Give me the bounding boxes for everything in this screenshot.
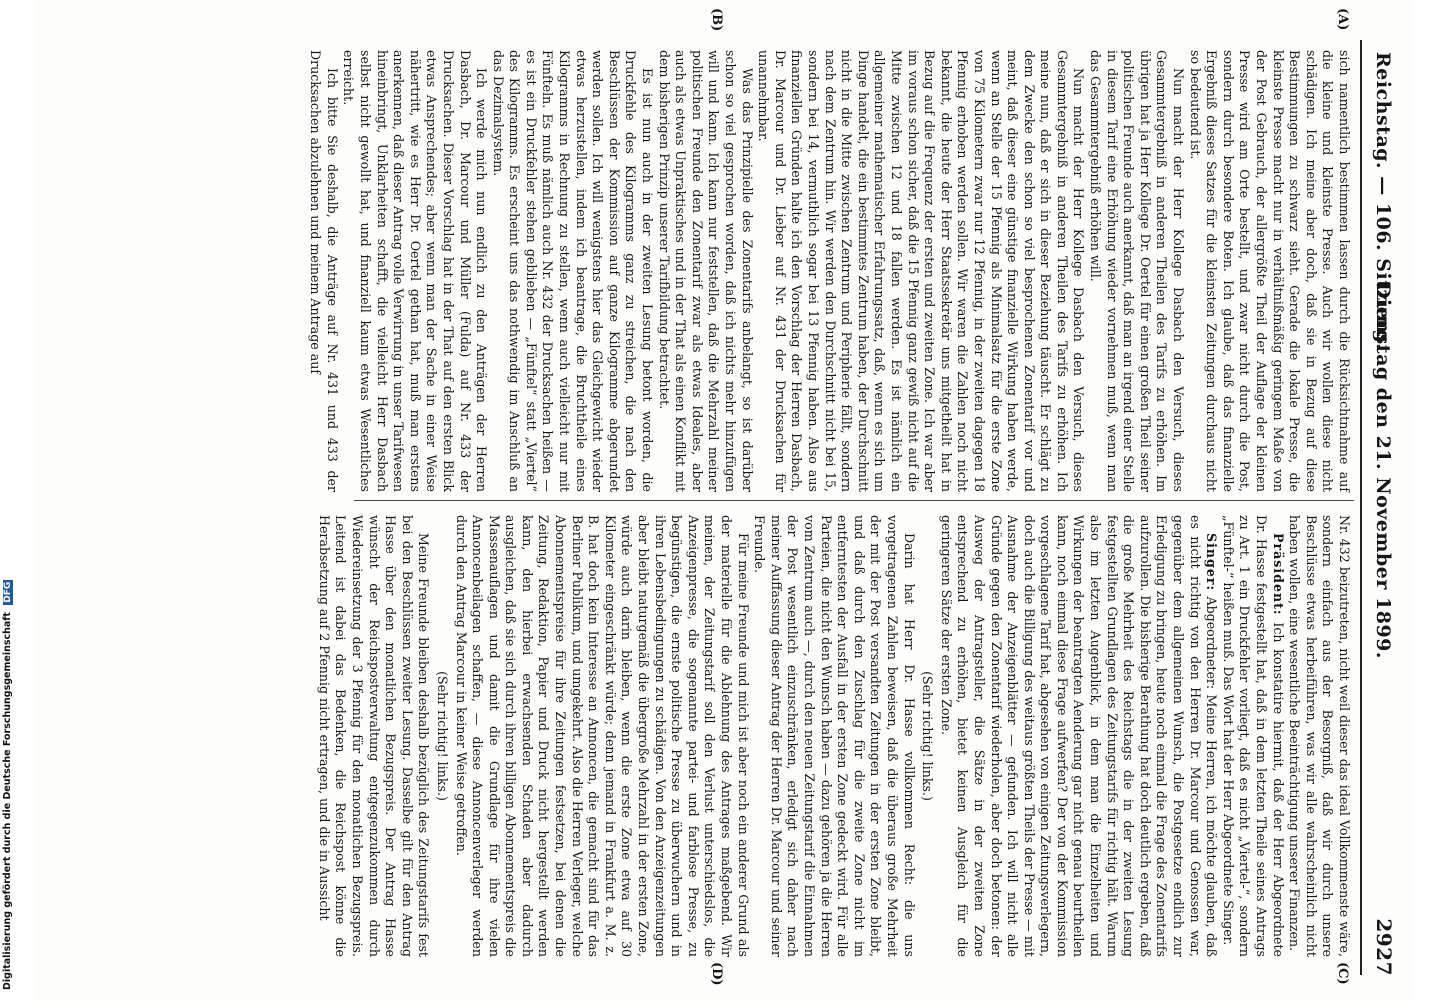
- paragraph: Ich werde mich nun endlich zu den Anträgen der Herren Dasbach, Dr. Marcour und Müller (Fulda) auf Nr. 433 der Drucksachen. Dieser Vorschlag hat in der That auf den ersten Blick etwas Ansprechendes; aber wenn man der Sache in einer Weise nähertritt, wie es Herr Dr. Oertel gethan hat, muß man erstens anerkennen, daß dieser Antrag volle Verwirrung in unser Tarifwesen hineinbringt, Unklarheiten schafft, die vielleicht Herr Dasbach selbst nicht gewollt hat, und finanziell kaum etwas Wesentliches erreicht.: [341, 50, 490, 492]
- paragraph: Nun macht der Herr Kollege Dasbach den Versuch, dieses Gesammtergebniß in anderen Theilen des Tarifs zu erhöhen. Im übrigen hat ja Herr Kollege Dr. Oertel für einen großen Theil seiner politischen Freunde auch anerkannt, daß man an irgend einer Stelle in diesem Tarif eine Erhöhung wieder vornehmen muß, wenn man das Gesammtergebniß erhöhen will.: [1088, 50, 1187, 492]
- paragraph: Nun macht der Herr Kollege Dasbach den Versuch, dieses Gesammtergebniß in anderen Theilen des Tarifs zu erhöhen. Ich meine nun, daß er sich in dieser Beziehung täuscht. Er schlägt zu dem Zwecke den schon so viel besprochenen Zonentarif vor und meint, daß dieser eine günstige finanzielle Wirkung haben werde, wenn an Stelle der 15 Pfennig als Minimalsatz für die erste Zone von 75 Kilometern zwar nur 12 Pfennig, in der zweiten dagegen 18 Pfennig erhoben werden sollen. Wir waren die Zahlen noch nicht bekannt, die heute der Herr Staatssekretär uns mitgetheilt hat in Bezug auf die Frequenz der ersten und zweiten Zone. Ich war aber im voraus schon sicher, daß die 15 Pfennig ganz gewiß nicht auf die Mitte zwischen 12 und 18 fallen werden. Es ist nämlich ein allgemeiner mathematischer Erfahrungssatz, daß, wenn es sich um Dinge handelt, die ein bestimmtes Zentrum haben, der Durchschnitt nicht in die Mitte zwischen Zentrum und Peripherie fällt, sondern nach dem Zentrum hin. Wir werden den Durchschnitt nicht bei 15, sondern bei 14, vermuthlich sogar bei 13 Pfennig haben. Also aus finanziellen Gründen halte ich den Vorschlag der Herren Dasbach, Dr. Marcour und Dr. Lieber auf Nr. 431 der Drucksachen für unannehmbar.: [756, 50, 1087, 492]
- speech-text: Abgeordneter: Meine Herren, ich möchte glauben, daß es nicht richtig von den Herren Dr. Marcour und Genossen war, gegenüber dem allgemeinen Wunsch, die Postgesetze endlich zur Erledigung zu bringen, heute noch einmal die Frage des Zonentarifs aufzurollen. Die bisherige Berathung hat doch deutlich ergeben, daß die große Mehrheit des Reichstags die in der zweiten Lesung festgestellten Grundlagen des Zeitungstarifs für richtig hält. Warum also im letzten Augenblick, in dem man die Einzelheiten und Wirkungen der beantragten Aenderung gar nicht genau beurtheilen kann, noch einmal diese Frage aufwerfen? Der von der Kommission vorgeschlagene Tarif hat, abgesehen von einigen Zeitungsverlegern, doch auch die Billigung des weitaus größten Theils der Presse — mit Ausnahme der Anzeigenblätter — gefunden. Ich will nicht alle Gründe gegen den Zonentarif wiederholen, aber doch betonen: der Ausweg der Antragsteller, die Sätze in der zweiten Zone entsprechend zu erhöhen, bietet keinen Ausgleich für die geringeren Sätze der ersten Zone.: [938, 515, 1220, 957]
- header-rule: [1360, 40, 1362, 975]
- singer-paragraph: [937, 515, 1219, 957]
- paragraph: sich namentlich bestimmen lassen durch die Rücksichtnahme auf die kleine und kleinste Presse. Auch wir wollen diese nicht schädigen. Ich meine aber doch, daß sie in Bezug auf diese Bestimmungen zu schwarz sieht. Gerade die lokale Presse, die kleinste Presse macht nur in verhältnißmäßig geringem Maße von der Post Gebrauch, der allergrößte Theil der Auflage der kleinen Presse wird am Orte bestellt, und zwar nicht durch die Post, sondern durch besondere Boten. Ich glaube, daß das finanzielle Ergebniß dieses Satzes für die kleinsten Zeitungen durchaus nicht so bedeutend ist.: [1187, 50, 1352, 492]
- left-column: [307, 50, 1352, 492]
- paragraph: Ich bitte Sie deshalb, die Anträge auf Nr. 431 und 433 der Drucksachen abzulehnen und meinem Antrage auf: [308, 50, 340, 492]
- margin-mark-d: (D): [709, 962, 724, 986]
- interjection: (Sehr richtig! links.): [920, 671, 936, 801]
- margin-mark-b: (B): [709, 8, 724, 32]
- page-number: 2927: [1372, 918, 1396, 976]
- paragraph: Darin hat Herr Dr. Hasse vollkommen Recht: die uns vorgetragenen Zahlen beweisen, daß die überaus große Mehrheit der mit der Post versandten Zeitungen in der ersten Zone bleibt, und daß durch den Zuschlag für die zweite Zone nicht im entferntesten der Ausfall in der ersten Zone gedeckt wird. Für alle Parteien, die nicht den Wunsch haben — dazu gehören ja die Herren vom Zentrum auch —, durch den neuen Zeitungstarif die Einnahmen der Post wesentlich einzuschränken, erledigt sich daher nach meiner Auffassung dieser Antrag der Herren Dr. Marcour und seiner Freunde.: [752, 515, 917, 957]
- speech-text: Ich konstatire hiermit, daß der Herr Abgeordnete Dr. Hasse festgestellt hat, daß in dem letzten Theile seines Antrags zu Art. 1 ein Druckfehler vorliegt, daß es nicht „Viertel-“, sondern „Fünftel-“ heißen muß. Das Wort hat der Herr Abgeordnete Singer.: [1220, 515, 1286, 957]
- digitization-credit: [0, 0, 20, 1000]
- paragraph: Meine Freunde bleiben deshalb bezüglich des Zeitungstarifs fest bei den Beschlüssen zweiter Lesung. Dasselbe gilt für den Antrag Hasse über den monatlichen Bezugspreis. Der Antrag Hasse wünscht der Reichspostverwaltung entgegenzukommen durch Wiedereinsetzung der 3 Pfennig für den monatlichen Bezugspreis. Leitend ist dabei das Bedenken, die Reichspost könne die Herabsetzung auf 2 Pfennig nicht ertragen, und die in Aussicht: [316, 515, 432, 957]
- credit-text: [2, 580, 13, 990]
- dfg-logo: DFG: [3, 581, 13, 603]
- speaker-label: Präsident:: [1270, 533, 1286, 616]
- paragraph: Es ist nun auch in der zweiten Lesung betont worden, die Druckfehle des Kilogramms ganz zu streichen, die nach den Beschlüssen der Kommission auf ganze Kilogramme abgerundet werden sollen. Ich will wenigstens hier das Gleichgewicht wieder etwas herzustellen, indem ich beantrage, die Bruchtheile eines Kilogramms in Rechnung zu stellen, wenn auch vielleicht nur mit Fünfteln. Es muß nämlich auch Nr. 432 der Drucksachen heißen — es ist ein Druckfehler stehen geblieben — „Fünftel“ statt „Viertel“ des Kilogramms. Es erscheint uns das nothwendig im Anschluß an das Dezimalsystem.: [490, 50, 656, 492]
- president-paragraph: [1219, 515, 1285, 957]
- paragraph: Was das Prinzipielle des Zonentarifs anbelangt, so ist darüber schon so viel gesprochen worden, daß ich nichts mehr hinzufügen will und kann. Ich kann nur feststellen, daß die Mehrzahl meiner politischen Freunde den Zonentarif zwar als etwas Ideales, aber auch als etwas Unpraktisches und in der That als einen Konflikt mit dem bisherigen Prinzip unserer Tarifbildung betrachtet.: [656, 50, 755, 492]
- margin-mark-c: (C): [1335, 962, 1350, 985]
- paragraph: Für meine Freunde und mich ist aber noch ein anderer Grund als der materielle für die Ablehnung des Antrages maßgebend. Wir meinen, der Zeitungstarif soll den Verlust unterschiedslos, die Anzeigenpresse, die sogenannte partei- und farblose Presse, zu begünstigen, die ernste politische Presse zu überwuchern und in ihren Lebensbedingungen zu schädigen. Von den Anzeigenzeitungen aber bleibt naturgemäß die übergroße Mehrzahl in der ersten Zone, würde auch darin bleiben, wenn die erste Zone etwa auf 30 Kilometer eingeschränkt würde; denn jemand in Frankfurt a. M. z. B. hat doch kein Interesse an Annoncen, die gemacht sind für das Berliner Publikum, und umgekehrt. Also die Herren Verleger, welche Abonnementspreise für ihre Zeitungen festsetzen, bei denen die Zeitung, Redaktion, Papier und Druck nicht hergestellt werden kann, den hierbei erwachsenden Schaden aber dadurch ausgleichen, daß sie sich durch ihren billigen Abonnementspreis die Massenauflagen und damit die Grundlage für ihre vielen Annoncenbeilagen schaffen, — diese Annoncenverleger werden durch den Antrag Marcour in keiner Weise getroffen.: [453, 515, 751, 957]
- margin-mark-a: (A): [1335, 8, 1350, 31]
- interjection: (Sehr richtig! links.): [434, 671, 450, 801]
- column-divider: [354, 500, 1354, 501]
- right-column: [315, 515, 1352, 957]
- speaker-label: Singer:: [1204, 533, 1220, 592]
- page-header: [1366, 52, 1396, 982]
- document-page: [34, 0, 1414, 1000]
- credit-label: Digitalisierung gefördert durch die Deutsche Forschungsgemeinschaft: [2, 612, 13, 990]
- header-date: Dienstag den 21. November 1899.: [1372, 282, 1394, 660]
- paragraph: Nr. 432 beizutreten, nicht weil dieser das ideal Vollkommenste wäre, sondern einfach aus der Besorgniß, daß wir durch unsere Beschlüsse etwas herbeiführen, was wir alle wahrscheinlich nicht haben wollen, eine wesentliche Beeinträchtigung unserer Finanzen.: [1287, 515, 1352, 957]
- header-session: Reichstag. — 106. Sitzung.: [1372, 52, 1394, 351]
